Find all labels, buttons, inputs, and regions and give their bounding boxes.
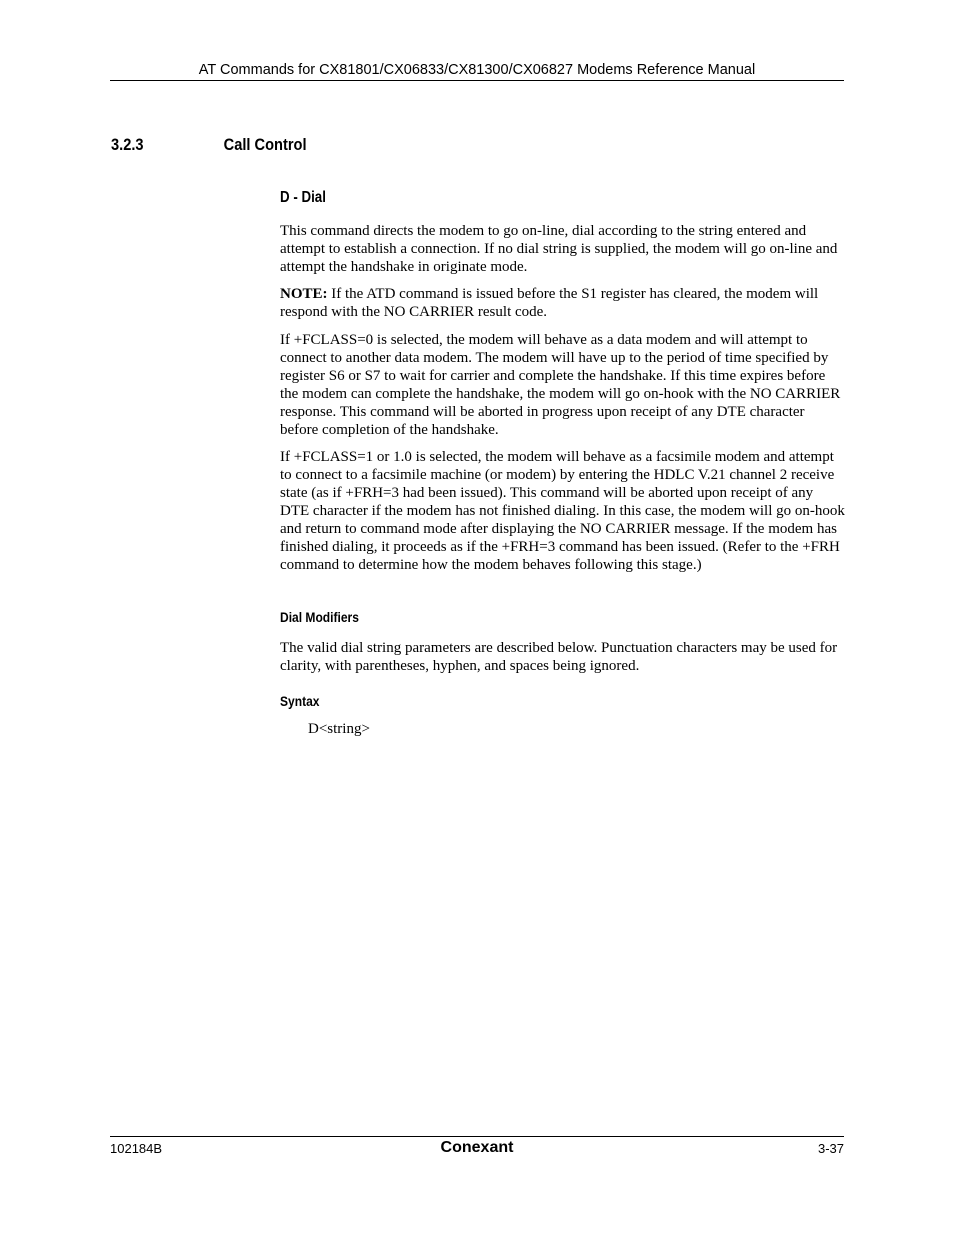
dial-note bbox=[280, 285, 845, 321]
footer-page-number: 3-37 bbox=[817, 1141, 844, 1156]
note-label: NOTE: bbox=[280, 286, 328, 302]
footer-company: Conexant bbox=[440, 1139, 514, 1156]
dial-paragraph-fclass1: If +FCLASS=1 or 1.0 is selected, the modem will behave as a facsimile modem and attempt to connect to a facsimile machine (or modem) by entering the HDLC V.21 channel 2 receive state (as if +FRH=3 had been issued). This command will be aborted upon receipt of any DTE character if the modem has not finished dialing. In this case, the modem will go on-hook and return to command mode after displaying the NO CARRIER message. If the modem has finished dialing, it proceeds as if the +FRH=3 command has been issued. (Refer to the +FRH command to determine how the modem behaves following this stage.) bbox=[280, 449, 845, 573]
dial-heading: D - Dial bbox=[280, 189, 326, 206]
dial-modifiers-heading: Dial Modifiers bbox=[280, 609, 359, 625]
header-rule bbox=[110, 80, 844, 81]
footer-rule bbox=[110, 1136, 844, 1137]
syntax-heading: Syntax bbox=[280, 693, 320, 709]
section-title: Call Control bbox=[223, 135, 307, 154]
running-header: AT Commands for CX81801/CX06833/CX81300/CX06827 Modems Reference Manual bbox=[198, 62, 756, 78]
dial-modifiers-paragraph: The valid dial string parameters are described below. Punctuation characters may be used for clarity, with parentheses, hyphen, and spaces being ignored. bbox=[280, 640, 838, 674]
syntax-text: D<string> bbox=[308, 721, 370, 737]
dial-paragraph-fclass0: If +FCLASS=0 is selected, the modem will behave as a data modem and will attempt to connect to another data modem. The modem will have up to the period of time specified by register S6 or S7 to wait for carrier and complete the handshake. If this time expires before the modem can complete the handshake, the modem will go on-hook with the NO CARRIER response. This command will be aborted in progress upon receipt of any DTE character before completion of the handshake. bbox=[280, 332, 841, 438]
note-text: If the ATD command is issued before the S1 register has cleared, the modem will respond with the NO CARRIER result code. bbox=[280, 286, 819, 320]
section-heading bbox=[111, 134, 307, 156]
footer-doc-number: 102184B bbox=[110, 1141, 163, 1156]
section-number: 3.2.3 bbox=[111, 135, 144, 154]
dial-paragraph-intro: This command directs the modem to go on-line, dial according to the string entered and attempt to establish a connection. If no dial string is supplied, the modem will go on-line and attempt the handshake in originate mode. bbox=[280, 223, 838, 275]
